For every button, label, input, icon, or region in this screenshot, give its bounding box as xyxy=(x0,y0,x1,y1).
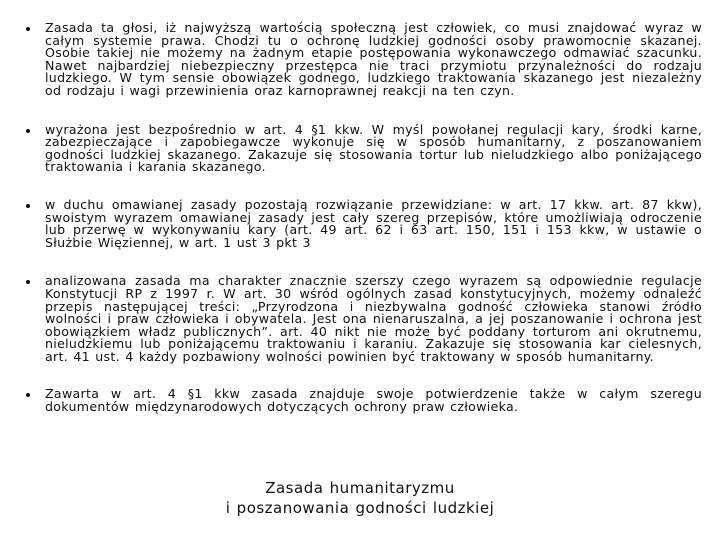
bullet-dot-icon xyxy=(26,129,30,133)
bullet-text: analizowana zasada ma charakter znacznie szerszy czego wyrazem są odpowiednie regulacje Konstytucji RP z 1997 r. W art. 30 wśród ogólnych zasad konstytucyjnych, możemy odnaleźć przepis następującej treści: „Przyrodzona i niezbywalna godność człowieka stanowi źródło wolności i praw człowieka i obywatela. Jest ona nienaruszalna, a jej poszanowanie i ochrona jest obowiązkiem władz publicznych”. art. 40 nikt nie może być poddany torturom ani okrutnemu, nieludzkiemu lub poniżającemu traktowaniu i karaniu. Zakazuje się stosowania kar cielesnych, art. 41 ust. 4 każdy pozbawiony wolności powinien być traktowany w sposób humanitarny. xyxy=(45,273,702,364)
slide-title-line-1: Zasada humanitaryzmu xyxy=(265,479,455,497)
bullet-item xyxy=(26,275,702,363)
bullet-dot-icon xyxy=(26,393,30,397)
bullet-item xyxy=(26,22,702,98)
bullet-item xyxy=(26,388,702,413)
bullet-text: w duchu omawianej zasady pozostają rozwiązanie przewidziane: w art. 17 kkw. art. 87 kkw), swoistym wyrazem omawianej zasady jest cały szereg przepisów, które umożliwiają odroczenie lub przerwę w wykonywaniu kary (art. 49 art. 62 i 63 art. 150, 151 i 153 kkw, w ustawie o Służbie Więziennej, w art. 1 ust 3 pkt 3 xyxy=(45,196,702,250)
slide-title xyxy=(0,478,720,518)
bullet-text: Zasada ta głosi, iż najwyższą wartością społeczną jest człowiek, co musi znajdować wyraz w całym systemie prawa. Chodzi tu o ochronę ludzkiej godności osoby prawomocnie skazanej. Osobie takiej nie możemy na żadnym etapie postępowania wykonawczego odmawiać szacunku. Nawet najbardziej niebezpieczny przestępca nie traci przymiotu przynależności do rodzaju ludzkiego. W tym sensie obowiązek godnego, ludzkiego traktowania skazanego jest niezależny od rodzaju i wagi przewinienia oraz karnoprawnej reakcji na ten czyn. xyxy=(45,20,702,98)
bullet-text: Zawarta w art. 4 §1 kkw zasada znajduje swoje potwierdzenie także w całym szeregu dokumentów międzynarodowych dotyczących ochrony praw człowieka. xyxy=(45,386,702,415)
bullet-item xyxy=(26,121,702,175)
bullet-dot-icon xyxy=(26,27,30,31)
slide-title-line-2: i poszanowania godności ludzkiej xyxy=(225,499,495,517)
bullet-item xyxy=(26,196,702,250)
bullet-dot-icon xyxy=(26,280,30,284)
bullet-dot-icon xyxy=(26,204,30,208)
bullet-text: wyrażona jest bezpośrednio w art. 4 §1 kkw. W myśl powołanej regulacji kary, środki karne, zabezpieczające i zapobiegawcze wykonuje się w sposób humanitarny, z poszanowaniem godności ludzkiej skazanego. Zakazuje się stosowania tortur lub nieludzkiego albo poniżającego traktowania i karania skazanego. xyxy=(45,121,702,175)
bullet-list xyxy=(26,22,702,439)
